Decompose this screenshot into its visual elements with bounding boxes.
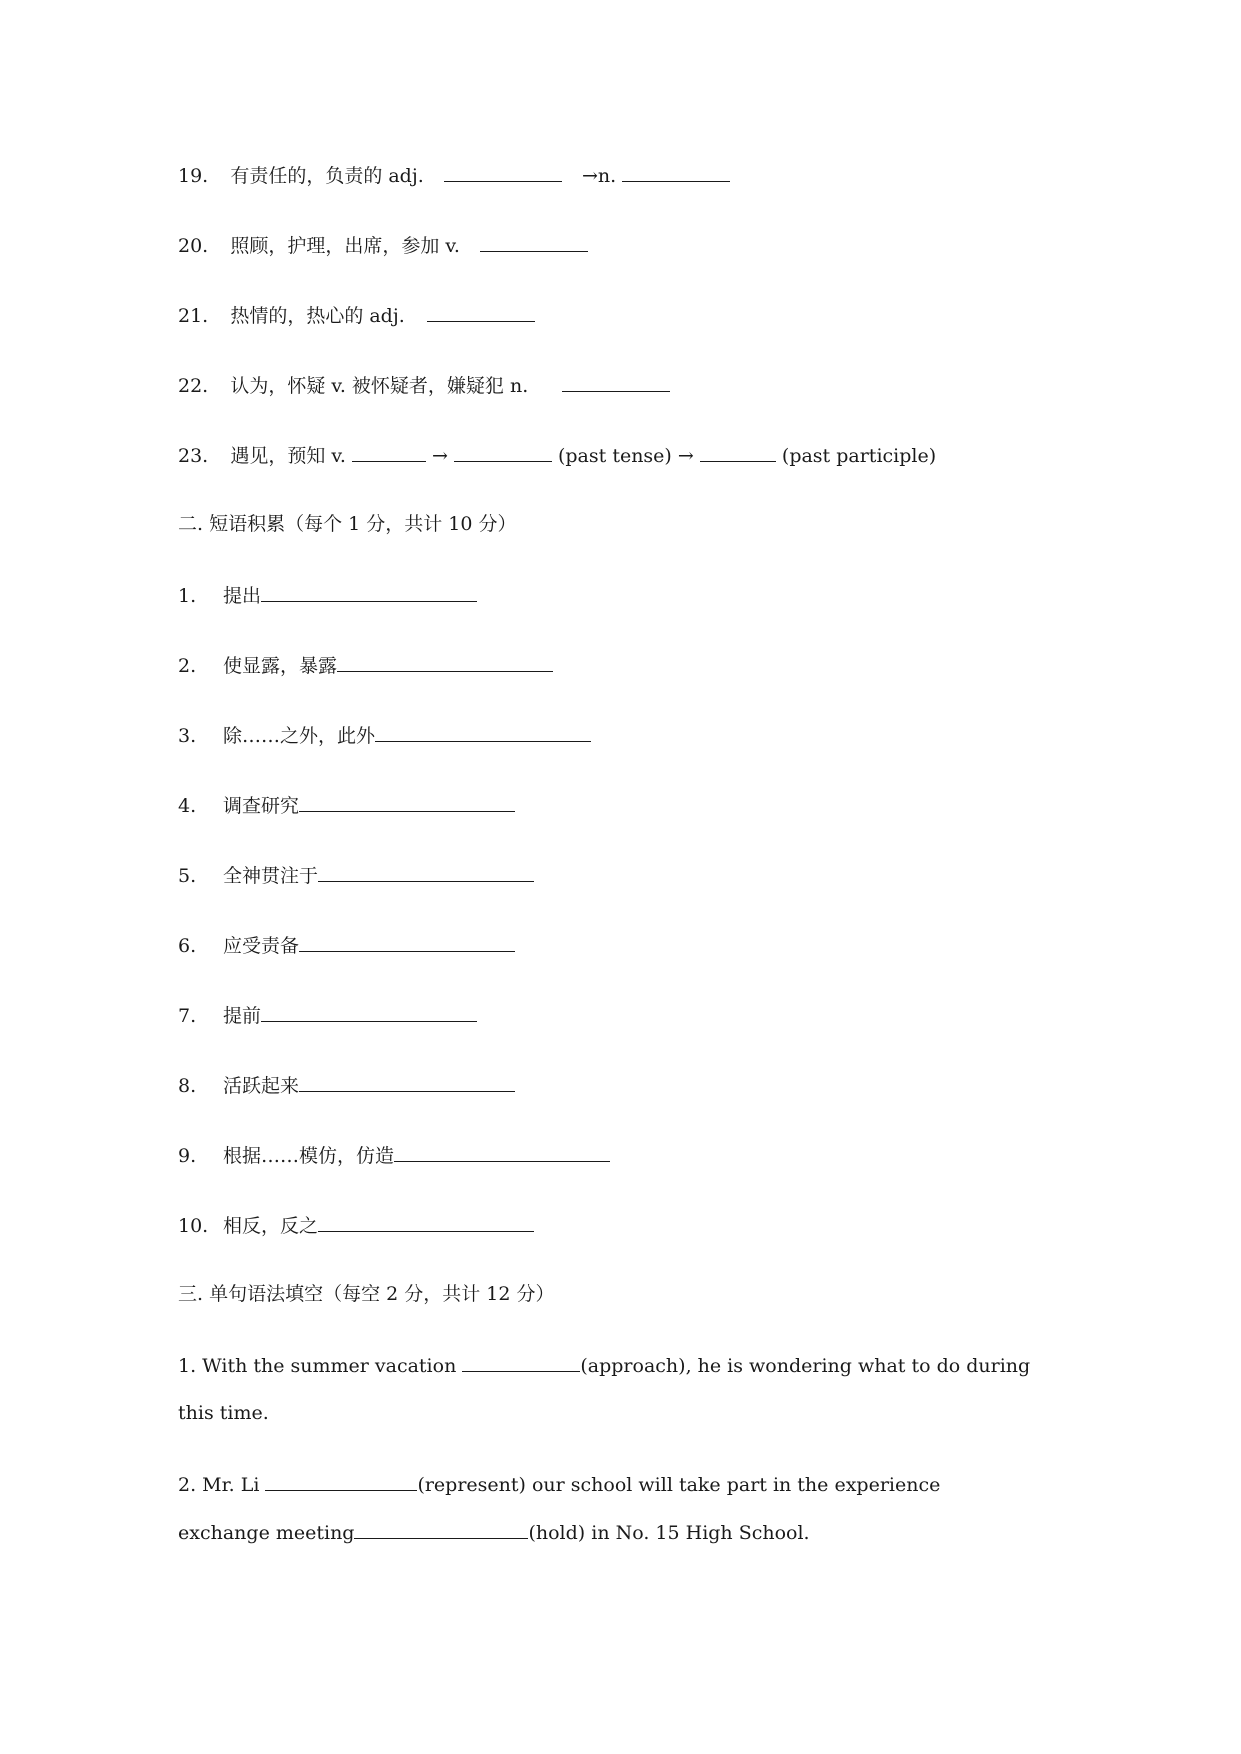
item-prompt: 相反，反之 xyxy=(223,1215,319,1237)
answer-blank[interactable] xyxy=(480,231,588,252)
hint-label: (past participle) xyxy=(781,445,937,467)
item-prompt: 热情的，热心的 adj. xyxy=(230,305,405,327)
question-text: this time. xyxy=(178,1402,269,1424)
item-number: 22. xyxy=(178,375,209,397)
answer-blank[interactable] xyxy=(622,161,730,182)
phrase-item-6 xyxy=(178,931,515,959)
question-text: 2. Mr. Li xyxy=(178,1474,260,1496)
section-3-heading: 三. 单句语法填空（每空 2 分，共计 12 分） xyxy=(178,1283,555,1305)
item-number: 9. xyxy=(178,1145,197,1167)
phrase-item-8 xyxy=(178,1071,515,1099)
vocab-item-21 xyxy=(178,301,535,329)
question-text: exchange meeting xyxy=(178,1522,355,1544)
answer-blank[interactable] xyxy=(261,1001,477,1022)
vocab-item-19 xyxy=(178,161,730,189)
phrase-item-3 xyxy=(178,721,591,749)
item-number: 3. xyxy=(178,725,197,747)
item-number: 20. xyxy=(178,235,209,257)
answer-blank[interactable] xyxy=(394,1141,610,1162)
grammar-q1-line2 xyxy=(178,1400,269,1426)
answer-blank[interactable] xyxy=(462,1351,580,1372)
item-number: 7. xyxy=(178,1005,197,1027)
item-number: 10. xyxy=(178,1215,209,1237)
item-prompt: 活跃起来 xyxy=(223,1075,300,1097)
answer-blank[interactable] xyxy=(352,441,426,462)
item-prompt: 遇见，预知 v. xyxy=(230,445,346,467)
answer-blank[interactable] xyxy=(318,861,534,882)
item-number: 5. xyxy=(178,865,197,887)
item-number: 21. xyxy=(178,305,209,327)
question-text: (approach), he is wondering what to do during xyxy=(580,1355,1031,1377)
grammar-q2-line1 xyxy=(178,1470,940,1498)
grammar-q1-line1 xyxy=(178,1351,1030,1379)
item-prompt: 除……之外，此外 xyxy=(223,725,376,747)
item-prompt: 使显露，暴露 xyxy=(223,655,338,677)
item-prompt: 根据……模仿，仿造 xyxy=(223,1145,395,1167)
arrow-label: → xyxy=(431,445,448,467)
item-number: 2. xyxy=(178,655,197,677)
phrase-item-1 xyxy=(178,581,477,609)
vocab-item-23 xyxy=(178,441,936,469)
answer-blank[interactable] xyxy=(427,301,535,322)
phrase-item-2 xyxy=(178,651,553,679)
grammar-q2-line2 xyxy=(178,1518,810,1546)
phrase-item-10 xyxy=(178,1211,534,1239)
answer-blank[interactable] xyxy=(375,721,591,742)
item-prompt: 提出 xyxy=(223,585,262,607)
answer-blank[interactable] xyxy=(261,581,477,602)
item-number: 19. xyxy=(178,165,209,187)
phrase-item-7 xyxy=(178,1001,477,1029)
item-prompt: 提前 xyxy=(223,1005,262,1027)
vocab-item-20 xyxy=(178,231,588,259)
item-prompt: 有责任的，负责的 adj. xyxy=(230,165,424,187)
answer-blank[interactable] xyxy=(562,371,670,392)
answer-blank[interactable] xyxy=(318,1211,534,1232)
answer-blank[interactable] xyxy=(354,1518,528,1539)
phrase-item-9 xyxy=(178,1141,610,1169)
item-prompt: 全神贯注于 xyxy=(223,865,319,887)
item-number: 6. xyxy=(178,935,197,957)
answer-blank[interactable] xyxy=(454,441,552,462)
section-2-heading: 二. 短语积累（每个 1 分，共计 10 分） xyxy=(178,513,517,535)
vocab-item-22 xyxy=(178,371,670,399)
answer-blank[interactable] xyxy=(444,161,562,182)
answer-blank[interactable] xyxy=(337,651,553,672)
answer-blank[interactable] xyxy=(299,931,515,952)
arrow-label: → xyxy=(677,445,694,467)
question-text: 1. With the summer vacation xyxy=(178,1355,457,1377)
item-prompt: 认为，怀疑 v. 被怀疑者，嫌疑犯 n. xyxy=(230,375,529,397)
item-number: 4. xyxy=(178,795,197,817)
question-text: (hold) in No. 15 High School. xyxy=(528,1522,810,1544)
item-number: 23. xyxy=(178,445,209,467)
item-prompt: 照顾，护理，出席，参加 v. xyxy=(230,235,460,257)
answer-blank[interactable] xyxy=(299,791,515,812)
item-number: 1. xyxy=(178,585,197,607)
item-prompt: 应受责备 xyxy=(223,935,300,957)
answer-blank[interactable] xyxy=(700,441,776,462)
arrow-label: →n. xyxy=(581,165,617,187)
question-text: (represent) our school will take part in the experience xyxy=(417,1474,941,1496)
phrase-item-5 xyxy=(178,861,534,889)
answer-blank[interactable] xyxy=(299,1071,515,1092)
answer-blank[interactable] xyxy=(265,1470,417,1491)
phrase-item-4 xyxy=(178,791,515,819)
hint-label: (past tense) xyxy=(557,445,672,467)
item-prompt: 调查研究 xyxy=(223,795,300,817)
item-number: 8. xyxy=(178,1075,197,1097)
